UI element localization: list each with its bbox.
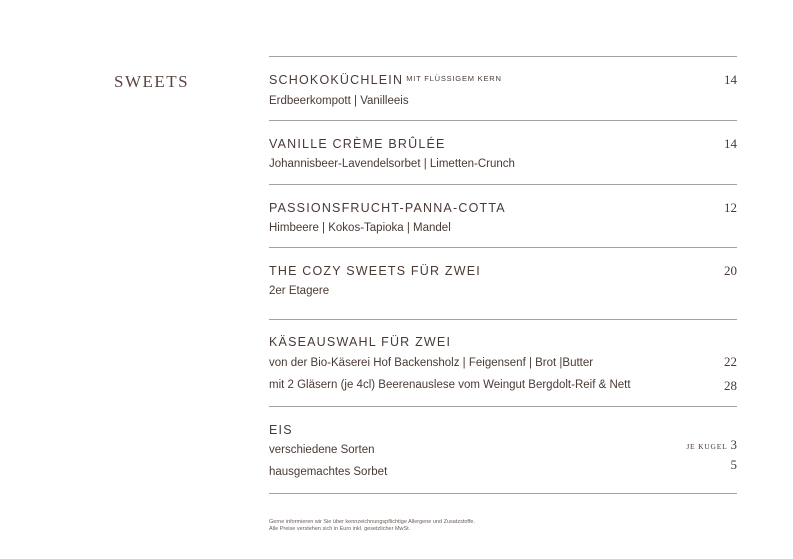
menu-item-price: JE KUGEL 3: [686, 437, 737, 452]
menu-item-title: KÄSEAUSWAHL FÜR ZWEI: [269, 335, 452, 349]
menu-item-price: 14: [724, 72, 737, 87]
divider: [269, 120, 737, 121]
menu-item-title: PASSIONSFRUCHT-PANNA-COTTA: [269, 201, 506, 215]
menu-item-title: THE COZY SWEETS FÜR ZWEI: [269, 264, 481, 278]
menu-item-subtitle: MIT FLÜSSIGEM KERN: [406, 74, 502, 83]
menu-item-description: verschiedene Sorten: [269, 444, 375, 456]
divider: [269, 184, 737, 185]
menu-item-price: 14: [724, 136, 737, 151]
menu-item-price: 20: [724, 263, 737, 278]
menu-item-description: hausgemachtes Sorbet: [269, 466, 388, 478]
divider: [269, 406, 737, 407]
menu-item-price: 22: [724, 354, 737, 369]
menu-item-price: 5: [730, 457, 737, 472]
divider: [269, 56, 737, 57]
divider: [269, 247, 737, 248]
price-prefix: JE KUGEL: [686, 442, 728, 451]
menu-item-description: Johannisbeer-Lavendelsorbet | Limetten-Crunch: [269, 158, 515, 170]
section-title: SWEETS: [114, 72, 190, 91]
menu-item-description: Himbeere | Kokos-Tapioka | Mandel: [269, 222, 451, 234]
divider: [269, 493, 737, 494]
menu-item-description: Erdbeerkompott | Vanilleeis: [269, 95, 409, 107]
footer-note: [269, 519, 475, 532]
menu-item-title: EIS: [269, 423, 293, 437]
footer-line: Gerne informieren wir Sie über kennzeichnungspflichtige Allergene und Zusatzstoffe.: [269, 519, 475, 525]
footer-line: Alle Preise verstehen sich in Euro inkl. gesetzlicher MwSt.: [269, 525, 411, 532]
menu-item-title: VANILLE CRÈME BRÛLÉE: [269, 137, 446, 151]
menu-item-price: 12: [724, 200, 737, 215]
divider: [269, 319, 737, 320]
menu-item-price: 28: [724, 378, 737, 393]
menu-item-description: von der Bio-Käserei Hof Backensholz | Feigensenf | Brot |Butter: [269, 357, 594, 369]
menu-item-description: mit 2 Gläsern (je 4cl) Beerenauslese vom Weingut Bergdolt-Reif & Nett: [269, 379, 631, 391]
menu-item-description: 2er Etagere: [269, 285, 330, 297]
menu-item-title: SCHOKOKÜCHLEIN $^{MIT FLÜSSIGEM KERN}$: [269, 73, 502, 87]
